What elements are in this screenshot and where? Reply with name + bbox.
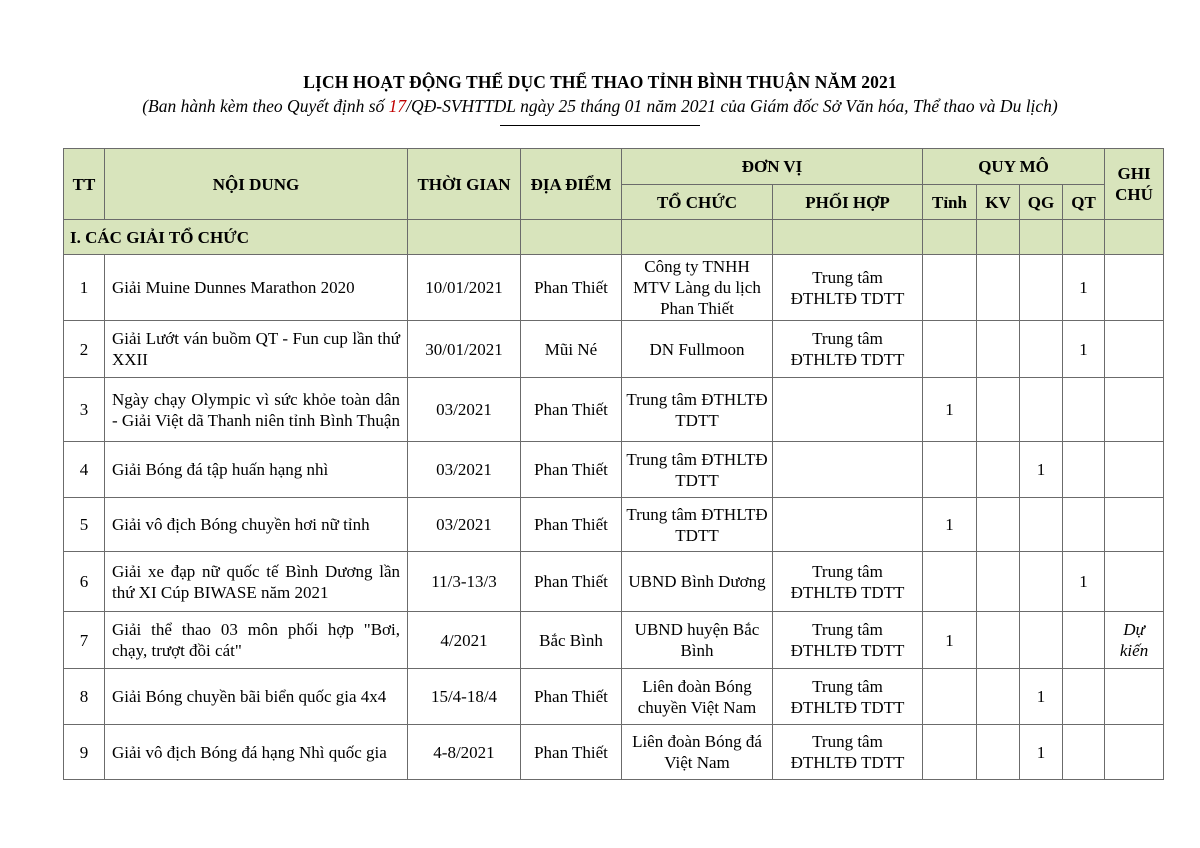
cell-ghi-chu (1105, 321, 1164, 378)
cell-thoi-gian: 11/3-13/3 (408, 552, 521, 612)
cell-kv (977, 669, 1020, 725)
cell-tinh: 1 (923, 378, 977, 442)
cell-qt (1063, 378, 1105, 442)
cell-ghi-chu (1105, 442, 1164, 498)
table-row (64, 498, 1164, 552)
header-qg: QG (1020, 185, 1063, 220)
cell-tinh (923, 321, 977, 378)
cell-dia-diem: Mũi Né (521, 321, 622, 378)
cell-kv (977, 725, 1020, 780)
header-quy-mo: QUY MÔ (923, 149, 1105, 185)
cell-kv (977, 255, 1020, 321)
cell-dia-diem: Phan Thiết (521, 669, 622, 725)
table-row (64, 255, 1164, 321)
cell-tt: 2 (64, 321, 105, 378)
cell-phoi-hop: Trung tâm ĐTHLTĐ TDTT (773, 552, 923, 612)
cell-dia-diem: Phan Thiết (521, 552, 622, 612)
header-noi-dung: NỘI DUNG (105, 149, 408, 220)
cell-qt: 1 (1063, 321, 1105, 378)
cell-tt: 7 (64, 612, 105, 669)
section-row (64, 220, 1164, 255)
cell-dia-diem: Phan Thiết (521, 498, 622, 552)
cell-qg: 1 (1020, 725, 1063, 780)
cell-qt (1063, 442, 1105, 498)
cell-thoi-gian: 15/4-18/4 (408, 669, 521, 725)
header-tt: TT (64, 149, 105, 220)
table-row (64, 612, 1164, 669)
cell-qt (1063, 669, 1105, 725)
table-row (64, 442, 1164, 498)
cell-tinh: 1 (923, 612, 977, 669)
cell-thoi-gian: 10/01/2021 (408, 255, 521, 321)
cell-to-chuc: DN Fullmoon (622, 321, 773, 378)
cell-dia-diem: Bắc Bình (521, 612, 622, 669)
cell-to-chuc: Công ty TNHH MTV Làng du lịch Phan Thiết (622, 255, 773, 321)
cell-ghi-chu (1105, 498, 1164, 552)
header-tinh: Tỉnh (923, 185, 977, 220)
subtitle-before: (Ban hành kèm theo Quyết định số (142, 96, 389, 116)
table-row (64, 378, 1164, 442)
header-thoi-gian: THỜI GIAN (408, 149, 521, 220)
cell-ghi-chu (1105, 255, 1164, 321)
cell-noi-dung: Giải vô địch Bóng chuyền hơi nữ tỉnh (105, 498, 408, 552)
cell-qt: 1 (1063, 552, 1105, 612)
cell-noi-dung: Giải Muine Dunnes Marathon 2020 (105, 255, 408, 321)
subtitle-after: /QĐ-SVHTTDL ngày 25 tháng 01 năm 2021 của Giám đốc Sở Văn hóa, Thể thao và Du lịch) (406, 96, 1058, 116)
cell-qg: 1 (1020, 442, 1063, 498)
cell-qg: 1 (1020, 669, 1063, 725)
cell-qg (1020, 321, 1063, 378)
cell-to-chuc: Liên đoàn Bóng đá Việt Nam (622, 725, 773, 780)
cell-ghi-chu (1105, 725, 1164, 780)
cell-kv (977, 612, 1020, 669)
cell-ghi-chu (1105, 552, 1164, 612)
cell-thoi-gian: 03/2021 (408, 498, 521, 552)
header-don-vi: ĐƠN VỊ (622, 149, 923, 185)
cell-ghi-chu (1105, 669, 1164, 725)
cell-noi-dung: Giải Bóng đá tập huấn hạng nhì (105, 442, 408, 498)
cell-thoi-gian: 4/2021 (408, 612, 521, 669)
cell-phoi-hop: Trung tâm ĐTHLTĐ TDTT (773, 669, 923, 725)
document-subtitle (0, 96, 1200, 117)
table-row (64, 552, 1164, 612)
cell-tt: 9 (64, 725, 105, 780)
section-title: I. CÁC GIẢI TỔ CHỨC (64, 220, 408, 255)
cell-noi-dung: Giải thể thao 03 môn phối hợp "Bơi, chạy, trượt đồi cát" (105, 612, 408, 669)
cell-ghi-chu (1105, 378, 1164, 442)
cell-qg (1020, 612, 1063, 669)
cell-tinh (923, 255, 977, 321)
cell-phoi-hop: Trung tâm ĐTHLTĐ TDTT (773, 725, 923, 780)
header-to-chuc: TỔ CHỨC (622, 185, 773, 220)
title-underline (500, 125, 700, 126)
cell-tt: 6 (64, 552, 105, 612)
document-title: LỊCH HOẠT ĐỘNG THỂ DỤC THỂ THAO TỈNH BÌNH THUẬN NĂM 2021 (303, 72, 897, 92)
cell-dia-diem: Phan Thiết (521, 255, 622, 321)
cell-kv (977, 321, 1020, 378)
cell-phoi-hop: Trung tâm ĐTHLTĐ TDTT (773, 612, 923, 669)
cell-dia-diem: Phan Thiết (521, 725, 622, 780)
cell-noi-dung: Giải vô địch Bóng đá hạng Nhì quốc gia (105, 725, 408, 780)
header-dia-diem: ĐỊA ĐIỂM (521, 149, 622, 220)
cell-kv (977, 378, 1020, 442)
cell-tinh (923, 669, 977, 725)
cell-tt: 8 (64, 669, 105, 725)
cell-thoi-gian: 03/2021 (408, 442, 521, 498)
cell-phoi-hop: Trung tâm ĐTHLTĐ TDTT (773, 321, 923, 378)
cell-to-chuc: Liên đoàn Bóng chuyền Việt Nam (622, 669, 773, 725)
header-ghi-chu: GHI CHÚ (1105, 149, 1164, 220)
cell-kv (977, 498, 1020, 552)
cell-kv (977, 442, 1020, 498)
cell-to-chuc: Trung tâm ĐTHLTĐ TDTT (622, 378, 773, 442)
cell-qg (1020, 255, 1063, 321)
decision-number: 17 (388, 96, 407, 116)
cell-tinh (923, 725, 977, 780)
header-qt: QT (1063, 185, 1105, 220)
cell-phoi-hop: Trung tâm ĐTHLTĐ TDTT (773, 255, 923, 321)
cell-phoi-hop (773, 442, 923, 498)
cell-tinh (923, 552, 977, 612)
cell-tinh (923, 442, 977, 498)
cell-qt (1063, 612, 1105, 669)
cell-to-chuc: UBND huyện Bắc Bình (622, 612, 773, 669)
cell-to-chuc: Trung tâm ĐTHLTĐ TDTT (622, 498, 773, 552)
cell-tt: 5 (64, 498, 105, 552)
cell-qt (1063, 725, 1105, 780)
cell-dia-diem: Phan Thiết (521, 442, 622, 498)
cell-noi-dung: Giải Bóng chuyền bãi biển quốc gia 4x4 (105, 669, 408, 725)
cell-thoi-gian: 4-8/2021 (408, 725, 521, 780)
cell-qg (1020, 498, 1063, 552)
cell-tt: 4 (64, 442, 105, 498)
cell-tinh: 1 (923, 498, 977, 552)
header-kv: KV (977, 185, 1020, 220)
cell-qt: 1 (1063, 255, 1105, 321)
cell-dia-diem: Phan Thiết (521, 378, 622, 442)
cell-noi-dung: Giải Lướt ván buồm QT - Fun cup lần thứ XXII (105, 321, 408, 378)
cell-ghi-chu: Dự kiến (1105, 612, 1164, 669)
schedule-table (63, 148, 1164, 780)
cell-qg (1020, 378, 1063, 442)
cell-qg (1020, 552, 1063, 612)
table-row (64, 669, 1164, 725)
cell-tt: 3 (64, 378, 105, 442)
cell-to-chuc: UBND Bình Dương (622, 552, 773, 612)
cell-noi-dung: Ngày chạy Olympic vì sức khỏe toàn dân - Giải Việt dã Thanh niên tỉnh Bình Thuận (105, 378, 408, 442)
cell-phoi-hop (773, 498, 923, 552)
header-phoi-hop: PHỐI HỢP (773, 185, 923, 220)
cell-thoi-gian: 03/2021 (408, 378, 521, 442)
cell-noi-dung: Giải xe đạp nữ quốc tế Bình Dương lần thứ XI Cúp BIWASE năm 2021 (105, 552, 408, 612)
cell-phoi-hop (773, 378, 923, 442)
cell-to-chuc: Trung tâm ĐTHLTĐ TDTT (622, 442, 773, 498)
cell-qt (1063, 498, 1105, 552)
cell-thoi-gian: 30/01/2021 (408, 321, 521, 378)
cell-tt: 1 (64, 255, 105, 321)
table-row (64, 321, 1164, 378)
cell-kv (977, 552, 1020, 612)
table-row (64, 725, 1164, 780)
